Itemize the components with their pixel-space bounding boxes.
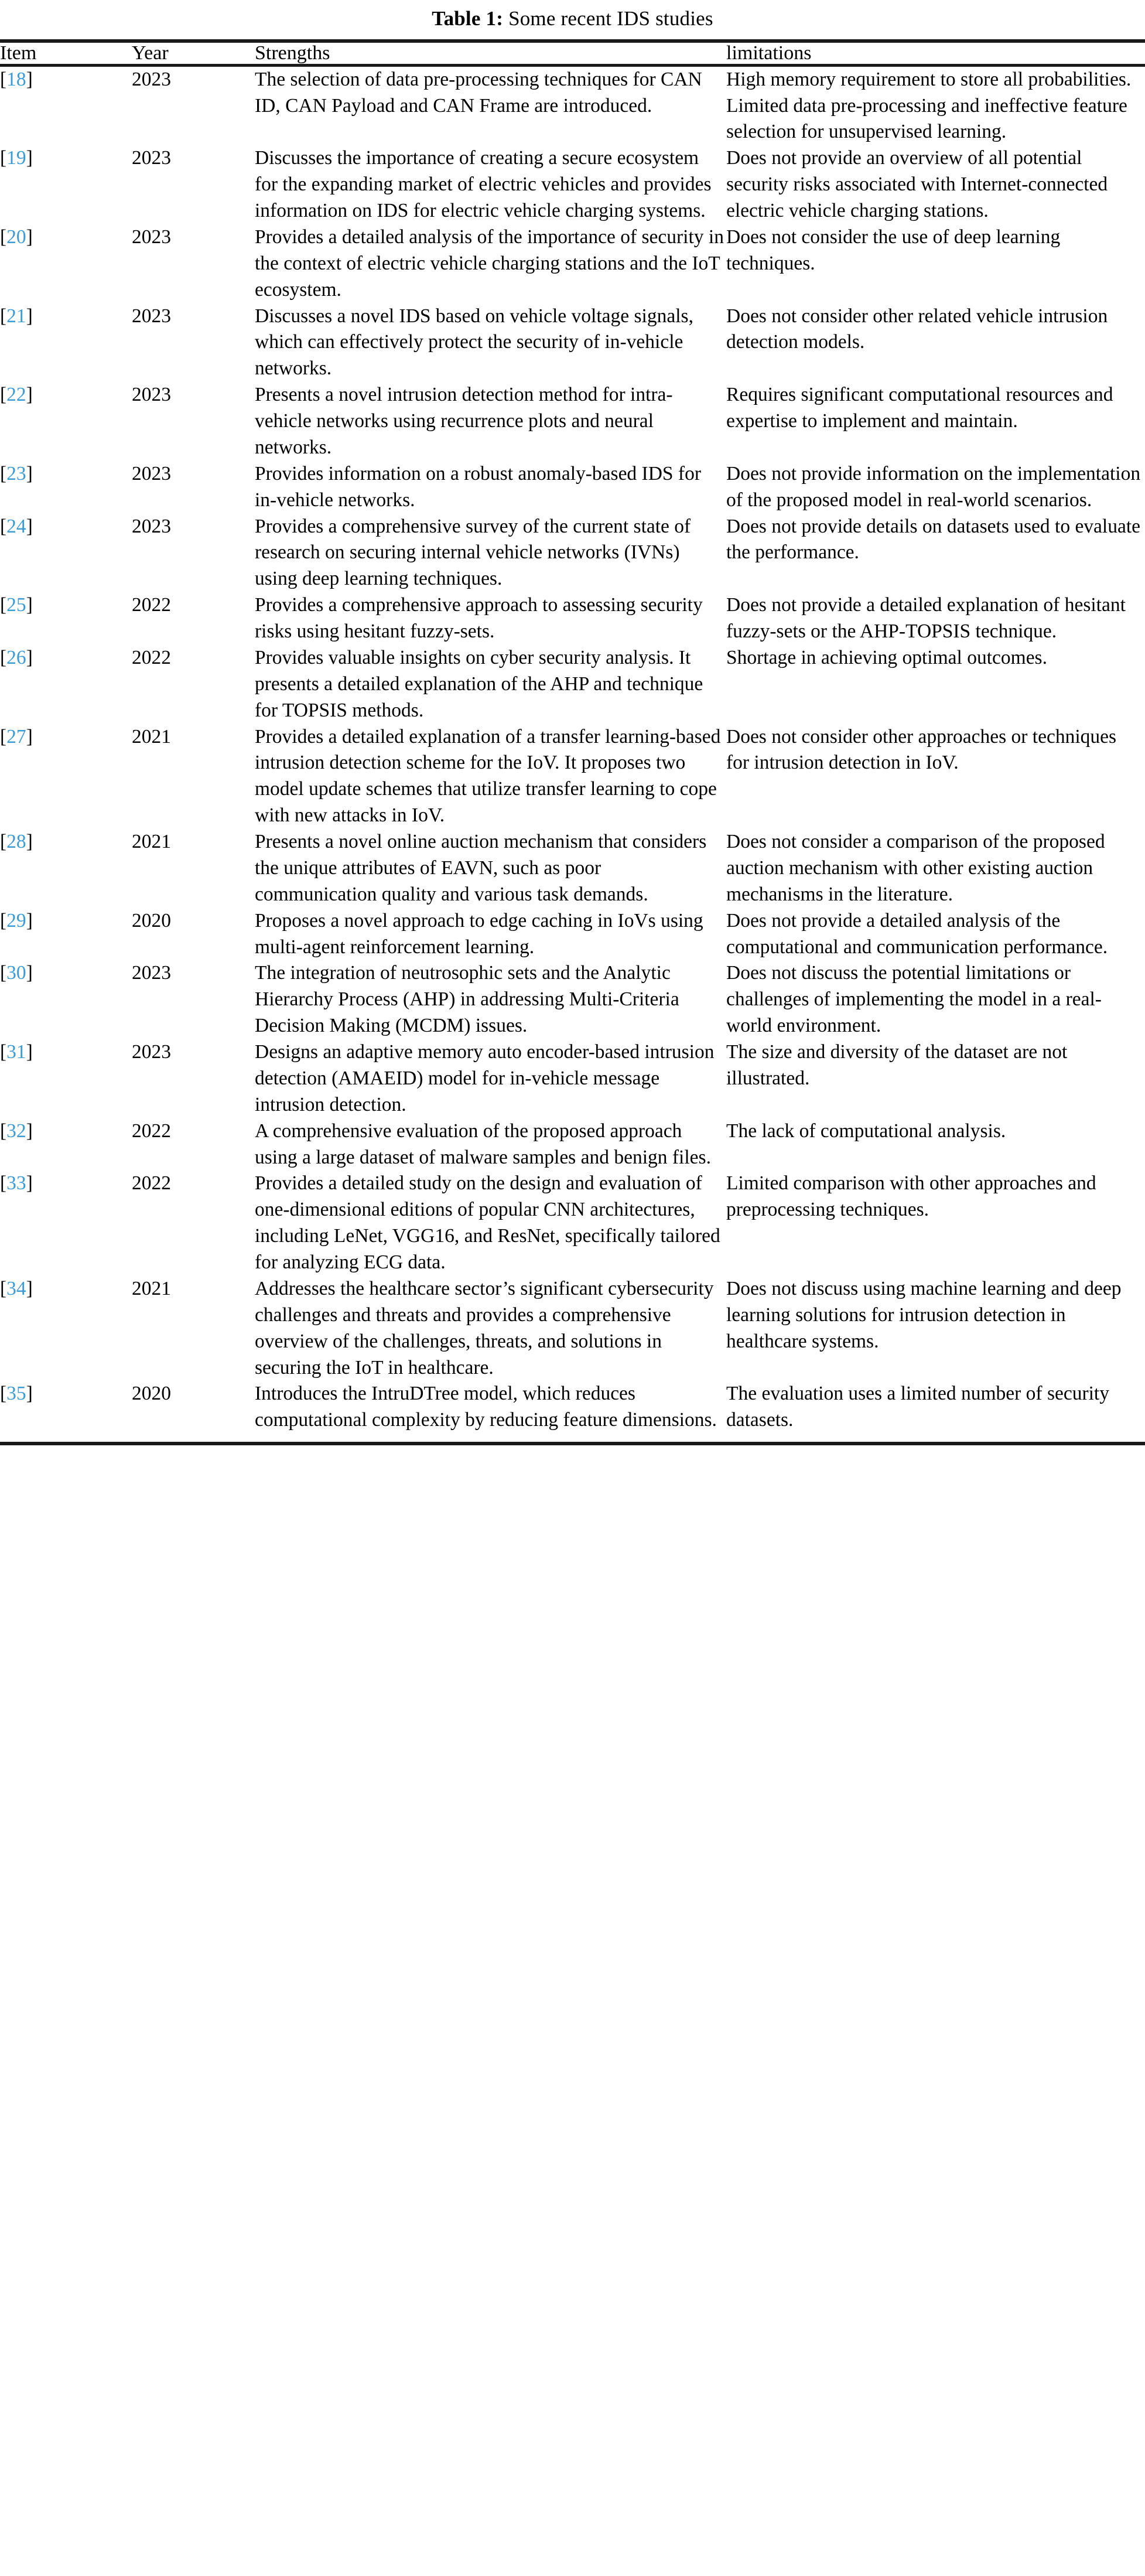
ids-studies-table bbox=[0, 43, 1145, 64]
cell-limitations: Does not provide information on the implementation of the proposed model in real-world scenarios. bbox=[726, 462, 1141, 511]
table-row bbox=[0, 382, 1145, 461]
citation-number[interactable]: 23 bbox=[6, 462, 26, 485]
table-row bbox=[0, 67, 1145, 146]
cell-strengths: Provides a comprehensive survey of the current state of research on securing internal vehicle networks (IVNs) using deep learning techniques. bbox=[255, 515, 691, 590]
table-row bbox=[0, 1039, 1145, 1118]
cell-year: 2021 bbox=[132, 831, 171, 853]
cell-limitations: Does not provide a detailed analysis of the computational and communication performance. bbox=[726, 909, 1108, 958]
table-row bbox=[0, 1118, 1145, 1171]
table-row bbox=[0, 1171, 1145, 1276]
cell-year: 2021 bbox=[132, 1277, 171, 1299]
table-row bbox=[0, 461, 1145, 514]
cell-limitations: Requires significant computational resources and expertise to implement and maintain. bbox=[726, 384, 1113, 432]
citation-number[interactable]: 35 bbox=[6, 1383, 26, 1405]
citation-number[interactable]: 19 bbox=[6, 147, 26, 169]
cell-limitations: High memory requirement to store all probabilities. Limited data pre-processing and ineffective feature selection for unsupervised learning. bbox=[726, 68, 1132, 143]
cell-strengths: The selection of data pre-processing techniques for CAN ID, CAN Payload and CAN Frame are introduced. bbox=[255, 68, 702, 117]
cell-limitations: Does not consider a comparison of the proposed auction mechanism with other existing auction mechanisms in the literature. bbox=[726, 831, 1105, 905]
cell-year: 2023 bbox=[132, 1041, 171, 1063]
table-row bbox=[0, 1276, 1145, 1381]
cell-year: 2023 bbox=[132, 147, 171, 169]
citation-number[interactable]: 33 bbox=[6, 1172, 26, 1195]
table-row bbox=[0, 1381, 1145, 1434]
table-row bbox=[0, 645, 1145, 724]
citation-reference[interactable]: [34] bbox=[0, 1277, 33, 1299]
citation-number[interactable]: 32 bbox=[6, 1120, 26, 1142]
cell-strengths: Provides a detailed study on the design and evaluation of one-dimensional editions of popular CNN architectures, including LeNet, VGG16, and ResNet, specifically tailored for analyzing ECG data. bbox=[255, 1172, 720, 1274]
citation-reference[interactable]: [24] bbox=[0, 515, 33, 537]
cell-year: 2023 bbox=[132, 226, 171, 248]
cell-strengths: Discusses a novel IDS based on vehicle voltage signals, which can effectively protect the security of in-vehicle networks. bbox=[255, 305, 693, 380]
citation-reference[interactable]: [30] bbox=[0, 962, 33, 984]
citation-reference[interactable]: [19] bbox=[0, 147, 33, 169]
cell-limitations: Does not consider other approaches or techniques for intrusion detection in IoV. bbox=[726, 725, 1117, 774]
citation-reference[interactable]: [22] bbox=[0, 384, 33, 406]
table-body bbox=[0, 67, 1145, 1434]
cell-limitations: Does not consider the use of deep learning techniques. bbox=[726, 226, 1061, 274]
table-row bbox=[0, 145, 1145, 224]
cell-year: 2020 bbox=[132, 1383, 171, 1405]
citation-reference[interactable]: [26] bbox=[0, 646, 33, 668]
table-row bbox=[0, 724, 1145, 830]
cell-year: 2020 bbox=[132, 909, 171, 932]
citation-number[interactable]: 21 bbox=[6, 305, 26, 327]
citation-reference[interactable]: [31] bbox=[0, 1041, 33, 1063]
table-caption bbox=[0, 0, 1145, 39]
cell-strengths: Provides valuable insights on cyber security analysis. It presents a detailed explanation of the AHP and technique for TOPSIS methods. bbox=[255, 646, 703, 721]
cell-year: 2021 bbox=[132, 725, 171, 748]
cell-strengths: Provides information on a robust anomaly-based IDS for in-vehicle networks. bbox=[255, 462, 701, 511]
cell-year: 2023 bbox=[132, 515, 171, 537]
cell-strengths: Provides a comprehensive approach to assessing security risks using hesitant fuzzy-sets. bbox=[255, 594, 703, 643]
cell-strengths: Provides a detailed analysis of the importance of security in the context of electric vehicle charging stations and the IoT ecosystem. bbox=[255, 226, 724, 301]
citation-number[interactable]: 24 bbox=[6, 515, 26, 537]
table-header-row bbox=[0, 43, 1145, 64]
citation-number[interactable]: 28 bbox=[6, 831, 26, 853]
cell-limitations: Does not provide an overview of all potential security risks associated with Internet-connected electric vehicle charging stations. bbox=[726, 147, 1108, 222]
cell-limitations: Does not provide a detailed explanation of hesitant fuzzy-sets or the AHP-TOPSIS technique. bbox=[726, 594, 1126, 643]
caption-label: Table 1: bbox=[432, 7, 504, 30]
cell-year: 2023 bbox=[132, 962, 171, 984]
cell-strengths: Proposes a novel approach to edge caching in IoVs using multi-agent reinforcement learning. bbox=[255, 909, 703, 958]
table-row bbox=[0, 592, 1145, 645]
table-bottom-rule bbox=[0, 1442, 1145, 1445]
citation-number[interactable]: 22 bbox=[6, 384, 26, 406]
cell-limitations: Limited comparison with other approaches and preprocessing techniques. bbox=[726, 1172, 1096, 1221]
citation-number[interactable]: 27 bbox=[6, 725, 26, 748]
citation-reference[interactable]: [29] bbox=[0, 909, 33, 932]
cell-year: 2023 bbox=[132, 462, 171, 485]
cell-strengths: Addresses the healthcare sector’s significant cybersecurity challenges and threats and provides a comprehensive overview of the challenges, threats, and solutions in securing the IoT in healthcare. bbox=[255, 1277, 714, 1379]
cell-strengths: Introduces the IntruDTree model, which reduces computational complexity by reducing feature dimensions. bbox=[255, 1383, 717, 1431]
column-header-year: Year bbox=[132, 42, 169, 64]
table-row bbox=[0, 829, 1145, 908]
citation-reference[interactable]: [28] bbox=[0, 831, 33, 853]
citation-number[interactable]: 25 bbox=[6, 594, 26, 616]
column-header-limitations: limitations bbox=[726, 42, 812, 64]
cell-strengths: Designs an adaptive memory auto encoder-based intrusion detection (AMAEID) model for in-vehicle message intrusion detection. bbox=[255, 1041, 715, 1115]
cell-limitations: The evaluation uses a limited number of security datasets. bbox=[726, 1383, 1109, 1431]
cell-strengths: Presents a novel intrusion detection method for intra-vehicle networks using recurrence plots and neural networks. bbox=[255, 384, 673, 458]
table-header bbox=[0, 43, 1145, 64]
citation-number[interactable]: 20 bbox=[6, 226, 26, 248]
citation-number[interactable]: 30 bbox=[6, 962, 26, 984]
table-row bbox=[0, 303, 1145, 383]
cell-strengths: Presents a novel online auction mechanism that considers the unique attributes of EAVN, such as poor communication quality and various task demands. bbox=[255, 831, 707, 905]
citation-reference[interactable]: [25] bbox=[0, 594, 33, 616]
citation-number[interactable]: 26 bbox=[6, 646, 26, 668]
citation-number[interactable]: 31 bbox=[6, 1041, 26, 1063]
citation-number[interactable]: 29 bbox=[6, 909, 26, 932]
cell-year: 2022 bbox=[132, 1120, 171, 1142]
cell-limitations: Does not provide details on datasets used to evaluate the performance. bbox=[726, 515, 1141, 564]
citation-reference[interactable]: [35] bbox=[0, 1383, 33, 1405]
citation-reference[interactable]: [23] bbox=[0, 462, 33, 485]
cell-strengths: Discusses the importance of creating a secure ecosystem for the expanding market of electric vehicles and provides information on IDS for electric vehicle charging systems. bbox=[255, 147, 712, 222]
cell-year: 2022 bbox=[132, 646, 171, 668]
citation-number[interactable]: 34 bbox=[6, 1277, 26, 1299]
table-row bbox=[0, 908, 1145, 961]
cell-limitations: Does not discuss the potential limitations or challenges of implementing the model in a real-world environment. bbox=[726, 962, 1102, 1037]
cell-strengths: A comprehensive evaluation of the proposed approach using a large dataset of malware samples and benign files. bbox=[255, 1120, 711, 1168]
cell-limitations: The lack of computational analysis. bbox=[726, 1120, 1006, 1142]
citation-reference[interactable]: [18] bbox=[0, 68, 33, 90]
cell-limitations: Does not consider other related vehicle intrusion detection models. bbox=[726, 305, 1108, 353]
column-header-item: Item bbox=[0, 42, 37, 64]
ids-studies-table-body bbox=[0, 67, 1145, 1434]
cell-year: 2023 bbox=[132, 384, 171, 406]
table-row bbox=[0, 224, 1145, 303]
cell-year: 2023 bbox=[132, 68, 171, 90]
cell-limitations: The size and diversity of the dataset are not illustrated. bbox=[726, 1041, 1068, 1089]
caption-text: Some recent IDS studies bbox=[508, 7, 713, 30]
cell-year: 2022 bbox=[132, 1172, 171, 1195]
citation-reference[interactable]: [20] bbox=[0, 226, 33, 248]
cell-year: 2022 bbox=[132, 594, 171, 616]
citation-number[interactable]: 18 bbox=[6, 68, 26, 90]
citation-reference[interactable]: [21] bbox=[0, 305, 33, 327]
cell-strengths: Provides a detailed explanation of a transfer learning-based intrusion detection scheme for the IoV. It proposes two model update schemes that utilize transfer learning to cope with new attacks in IoV. bbox=[255, 725, 721, 827]
cell-limitations: Shortage in achieving optimal outcomes. bbox=[726, 646, 1047, 668]
citation-reference[interactable]: [33] bbox=[0, 1172, 33, 1195]
citation-reference[interactable]: [27] bbox=[0, 725, 33, 748]
table-row bbox=[0, 960, 1145, 1039]
cell-strengths: The integration of neutrosophic sets and the Analytic Hierarchy Process (AHP) in addressing Multi-Criteria Decision Making (MCDM) issues. bbox=[255, 962, 679, 1037]
citation-reference[interactable]: [32] bbox=[0, 1120, 33, 1142]
table-row bbox=[0, 514, 1145, 593]
cell-year: 2023 bbox=[132, 305, 171, 327]
cell-limitations: Does not discuss using machine learning and deep learning solutions for intrusion detection in healthcare systems. bbox=[726, 1277, 1122, 1352]
column-header-strengths: Strengths bbox=[255, 42, 330, 64]
